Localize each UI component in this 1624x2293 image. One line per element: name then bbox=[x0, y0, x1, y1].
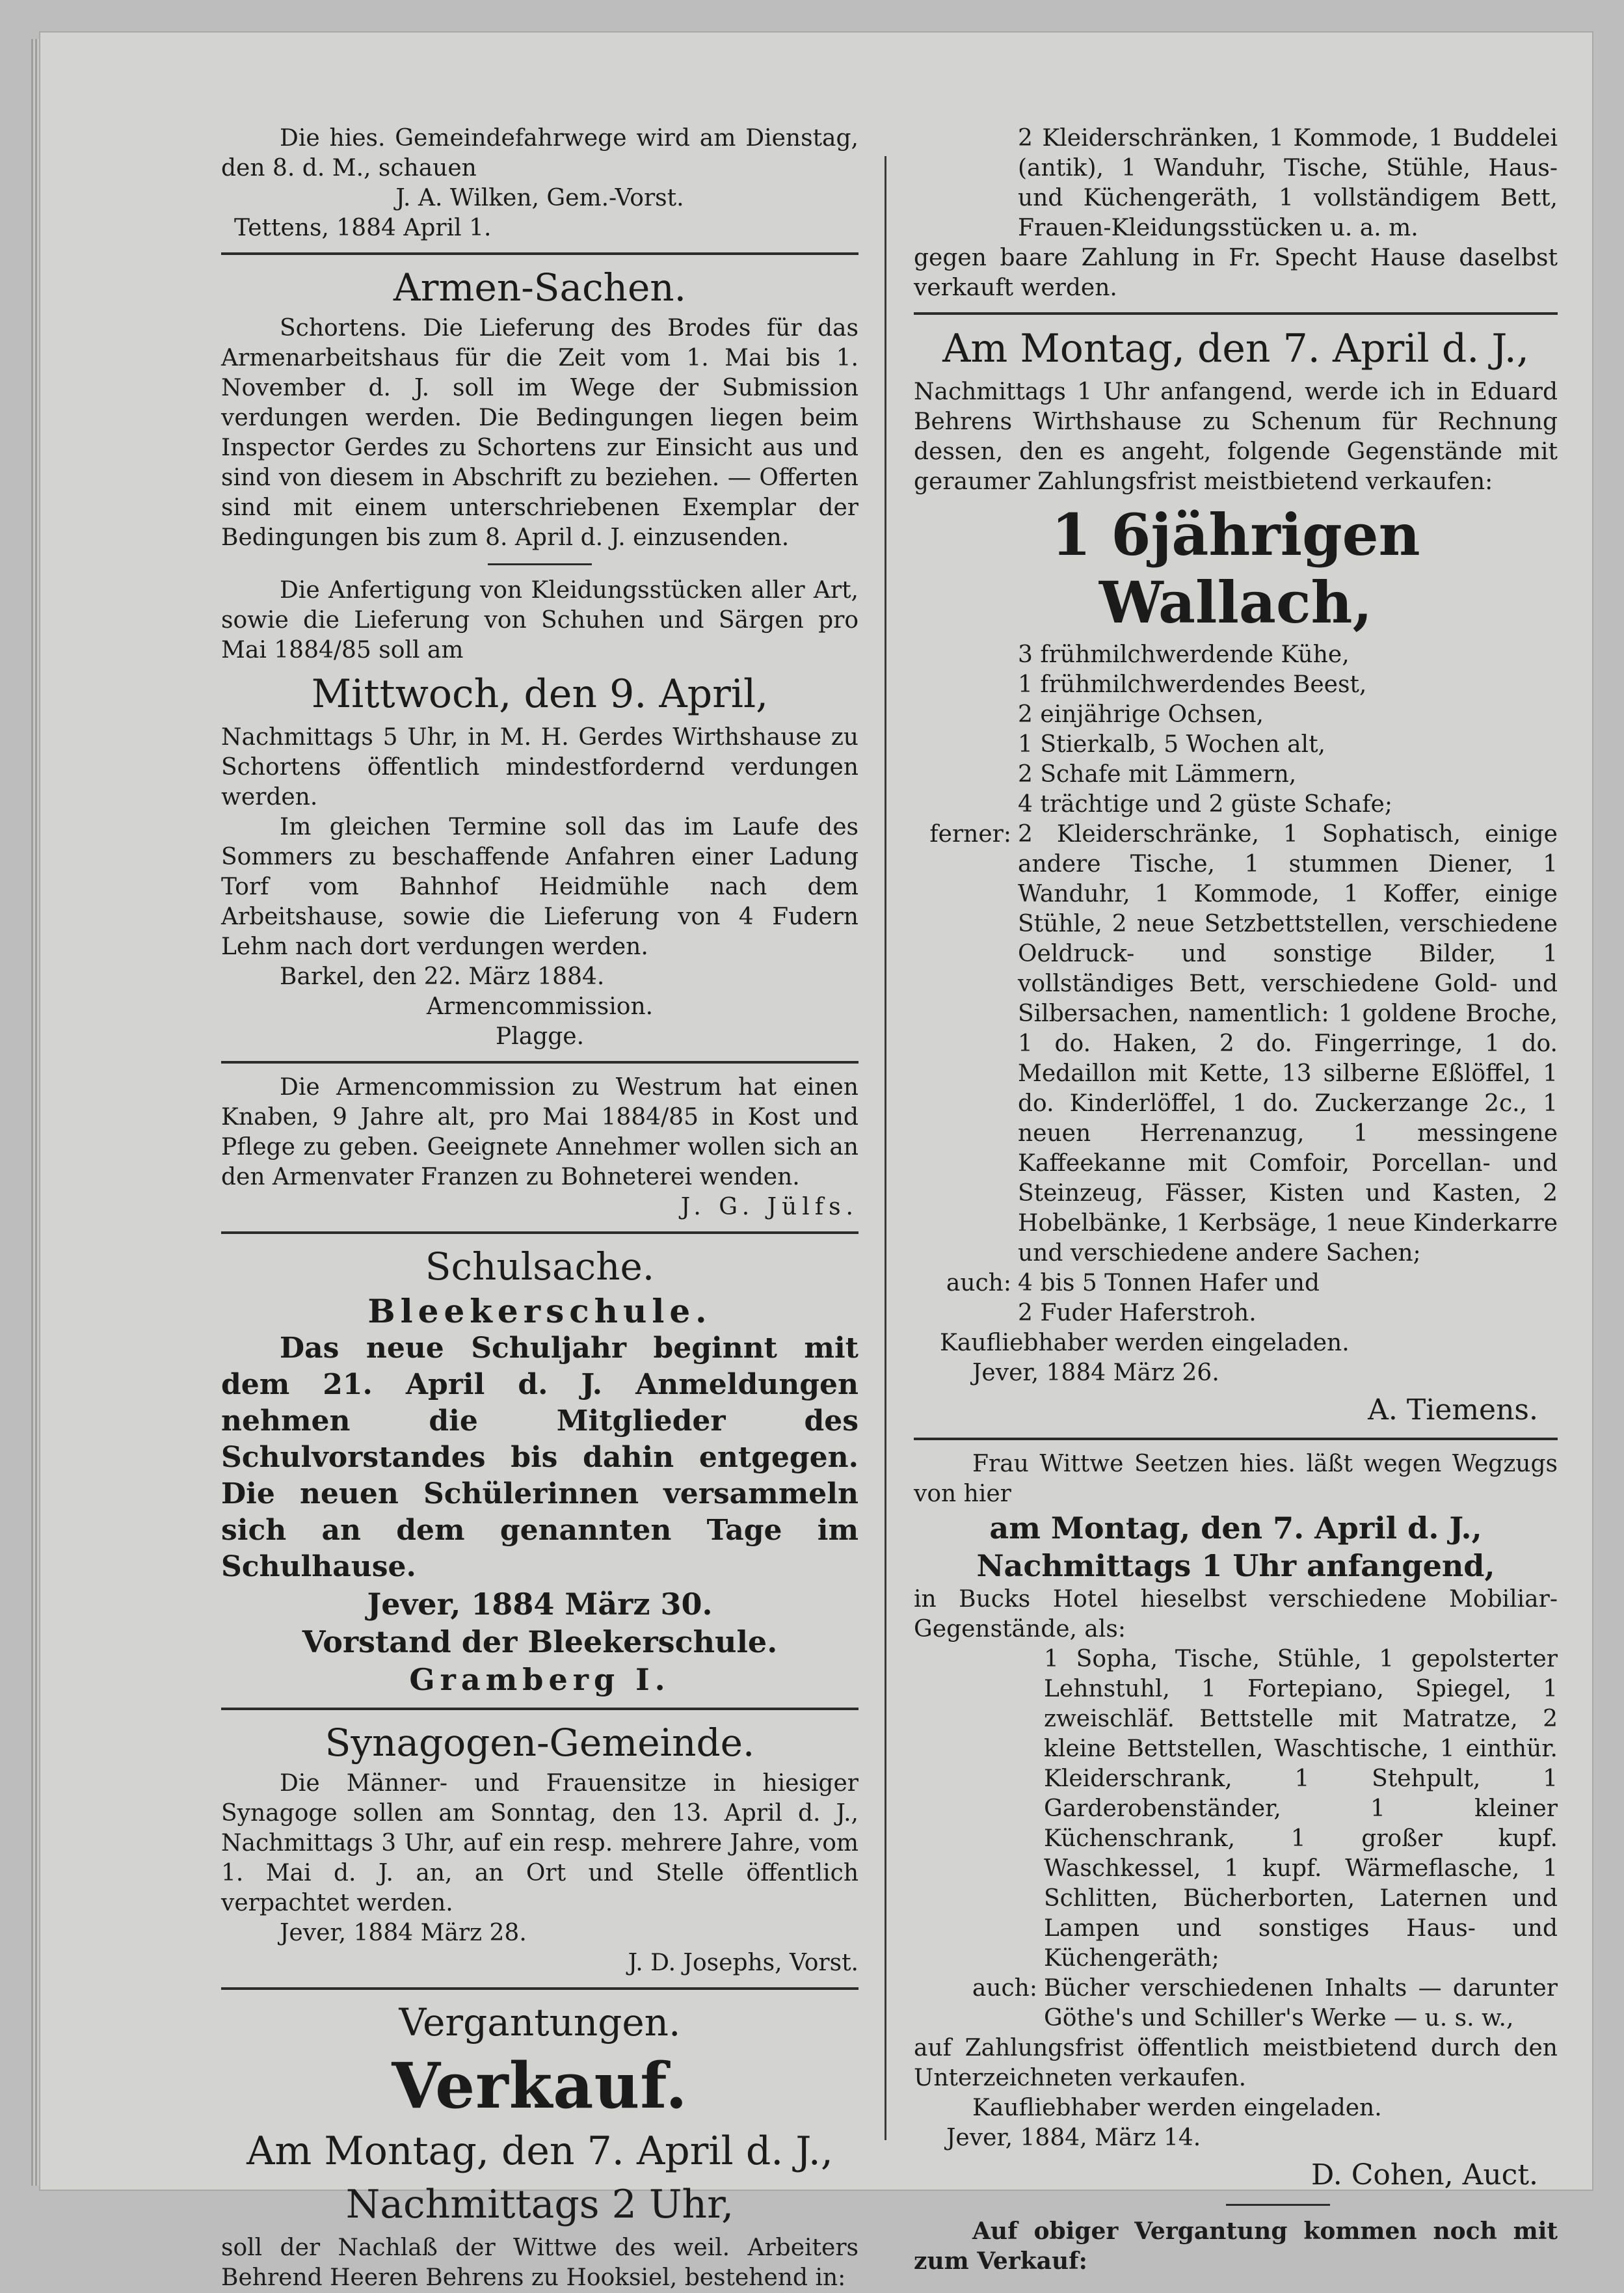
list-item: 4 trächtige und 2 güste Schafe; bbox=[1018, 791, 1392, 818]
auction-tiemens-text: Nachmittags 1 Uhr anfangend, werde ich in Eduard Behrens Wirthshause zu Schenum für Rechnung dessen, den es angeht, folgende Gegenstände mit geraumer Zahlungsfrist meistbietend verkaufen: bbox=[914, 379, 1558, 495]
road-inspection-place: Tettens, 1884 April 1. bbox=[234, 215, 492, 241]
auction-cohen-text1: Frau Wittwe Seetzen hies. läßt wegen Wegzugs von hier bbox=[914, 1451, 1558, 1507]
armen-date-heading: Mittwoch, den 9. April, bbox=[311, 671, 769, 717]
auction-cohen bbox=[914, 1449, 1558, 2276]
separator-rule bbox=[221, 252, 859, 255]
auction-cohen-date: am Montag, den 7. April d. J., bbox=[989, 1510, 1482, 1546]
synagoge-text: Die Männer- und Frauensitze in hiesiger Synagoge sollen am Sonntag, den 13. April d. J., Nachmittags 3 Uhr, auf ein resp. mehrere Jahre, vom 1. Mai d. J. an, an Ort und Stelle öffentlich verpachtet werden. bbox=[221, 1770, 859, 1916]
schule-place: Jever, 1884 März 30. bbox=[367, 1587, 713, 1622]
armen-heading: Armen-Sachen. bbox=[393, 265, 687, 310]
auch-text-1: 4 bis 5 Tonnen Hafer und bbox=[1018, 1270, 1320, 1296]
cohen-auch-text: Bücher verschiedenen Inhalts — darunter Göthe's und Schiller's Werke — u. s. w., bbox=[1044, 1975, 1558, 2032]
auction-cohen-items: 1 Sopha, Tische, Stühle, 1 gepolsterter Lehnstuhl, 1 Fortepiano, Spiegel, 1 zweischläf. Bettstelle mit Matratze, 2 kleine Bettstellen, Waschtische, 1 einthür. Kleiderschrank, 1 Stehpult, 1 Garderobenständer, 1 kleiner Küchenschrank, 1 großer kupf. Waschkessel, 1 kupf. Wärmeflasche, 1 Schlitten, Bücherborten, Laternen und Lampen und sonstiges Haus- und Küchengeräth; bbox=[1044, 1646, 1558, 1972]
synagoge-heading: Synagogen-Gemeinde. bbox=[325, 1721, 755, 1765]
armen-bread-text: Schortens. Die Lieferung des Brodes für das Armenarbeitshaus für die Zeit vom 1. Mai bis 1. November d. J. soll im Wege der Submission verdungen werden. Die Bedingungen liegen beim Inspector Gerdes zu Schortens zur Einsicht aus und sind von diesem in Abschrift zu beziehen. — Offerten sind mit einem unterschriebenen Exemplar der Bedingungen bis zum 8. April d. J. einzusenden. bbox=[221, 315, 859, 551]
armen-time-text: Nachmittags 5 Uhr, in M. H. Gerdes Wirthshause zu Schortens öffentlich mindestfordernd verdungen werden. bbox=[221, 724, 859, 811]
auction-cohen-signature: D. Cohen, Auct. bbox=[1311, 2158, 1538, 2192]
schule-heading: Schulsache. bbox=[425, 1244, 655, 1289]
continuation-items: 2 Kleiderschränken, 1 Kommode, 1 Buddelei (antik), 1 Wanduhr, Tische, Stühle, Haus- und Küchengeräth, 1 vollständigem Bett, Frauen-Kleidungsstücken u. a. m. bbox=[1018, 125, 1558, 241]
cohen-auch-block bbox=[914, 1974, 1558, 2033]
verkauf-title: Verkauf. bbox=[392, 2049, 688, 2123]
section-vergantungen bbox=[221, 1999, 859, 2293]
separator-rule bbox=[221, 1708, 859, 1710]
road-inspection-signature: J. A. Wilken, Gem.-Vorst. bbox=[395, 185, 684, 211]
continuation-notice bbox=[914, 124, 1558, 303]
auch-label: auch: bbox=[946, 1270, 1011, 1296]
auction-cohen-text2: in Bucks Hotel hieselbst verschiedene Mobiliar-Gegenstände, als: bbox=[914, 1586, 1558, 1643]
schule-subheading: Bleekerschule. bbox=[367, 1292, 712, 1330]
auction-cohen-time: Nachmittags 1 Uhr anfangend, bbox=[976, 1548, 1495, 1583]
separator-rule bbox=[914, 312, 1558, 315]
auction-cohen-invite: Kaufliebhaber werden eingeladen. bbox=[972, 2095, 1382, 2121]
auction-tiemens-place: Jever, 1884 März 26. bbox=[972, 1360, 1219, 1386]
separator-rule bbox=[914, 1438, 1558, 1440]
armen-place: Barkel, den 22. März 1884. bbox=[280, 963, 605, 990]
list-item: 1 Stierkalb, 5 Wochen alt, bbox=[1018, 731, 1325, 758]
auction-cohen-footer: Auf obiger Vergantung kommen noch mit zum Verkauf: bbox=[914, 2218, 1558, 2275]
schule-org: Vorstand der Bleekerschule. bbox=[302, 1624, 778, 1659]
separator-rule bbox=[221, 1231, 859, 1234]
vergantungen-heading: Vergantungen. bbox=[399, 2000, 681, 2045]
synagoge-signature: J. D. Josephs, Vorst. bbox=[628, 1950, 859, 1976]
armen-name: Plagge. bbox=[495, 1023, 585, 1050]
auch-text-2: 2 Fuder Haferstroh. bbox=[1018, 1300, 1257, 1326]
auction-tiemens-invite: Kaufliebhaber werden eingeladen. bbox=[940, 1330, 1350, 1356]
ferner-block bbox=[914, 820, 1558, 1328]
section-synagoge bbox=[221, 1719, 859, 1978]
list-item: 3 frühmilchwerdende Kühe, bbox=[1018, 641, 1350, 668]
road-inspection-text: Die hies. Gemeindefahrwege wird am Dienstag, den 8. d. M., schauen bbox=[221, 125, 859, 181]
ferner-label: ferner: bbox=[929, 821, 1011, 848]
section-armen bbox=[221, 264, 859, 1052]
column-divider bbox=[885, 156, 886, 2140]
armen-org: Armencommission. bbox=[426, 993, 654, 1020]
cohen-auch-label: auch: bbox=[972, 1975, 1037, 2002]
list-item: 1 frühmilchwerdendes Beest, bbox=[1018, 671, 1367, 698]
auction-tiemens bbox=[914, 324, 1558, 1428]
armen-clothing-text: Die Anfertigung von Kleidungsstücken aller Art, sowie die Lieferung von Schuhen und Särgen pro Mai 1884/85 soll am bbox=[221, 577, 859, 664]
verkauf-date: Am Montag, den 7. April d. J., bbox=[246, 2128, 833, 2174]
notice-road-inspection bbox=[221, 124, 859, 243]
list-item: 2 Schafe mit Lämmern, bbox=[1018, 761, 1297, 788]
short-separator bbox=[1226, 2204, 1330, 2206]
continuation-text: gegen baare Zahlung in Fr. Specht Hause daselbst verkauft werden. bbox=[914, 245, 1558, 301]
left-column bbox=[221, 124, 859, 2293]
auction-cohen-place: Jever, 1884, März 14. bbox=[946, 2125, 1201, 2151]
schule-name: Gramberg I. bbox=[409, 1662, 671, 1697]
animal-list bbox=[914, 640, 1558, 820]
notice-westrum bbox=[221, 1073, 859, 1222]
short-separator bbox=[488, 563, 592, 565]
right-column bbox=[914, 124, 1558, 2276]
auction-cohen-text3: auf Zahlungsfrist öffentlich meistbietend durch den Unterzeichneten verkaufen. bbox=[914, 2035, 1558, 2091]
list-item: 2 einjährige Ochsen, bbox=[1018, 701, 1264, 728]
auction-tiemens-signature: A. Tiemens. bbox=[1368, 1393, 1538, 1427]
verkauf-time: Nachmittags 2 Uhr, bbox=[345, 2182, 734, 2227]
auction-tiemens-heading: Am Montag, den 7. April d. J., bbox=[942, 326, 1529, 371]
synagoge-place: Jever, 1884 März 28. bbox=[280, 1920, 527, 1946]
westrum-text: Die Armencommission zu Westrum hat einen Knaben, 9 Jahre alt, pro Mai 1884/85 in Kost und Pflege zu geben. Geeignete Annehmer wollen sich an den Armenvater Franzen zu Bohneterei wenden. bbox=[221, 1074, 859, 1190]
westrum-signature: J. G. Jülfs. bbox=[680, 1194, 859, 1220]
schule-text: Das neue Schuljahr beginnt mit dem 21. April d. J. Anmeldungen nehmen die Mitglieder des Schulvorstandes bis dahin entgegen. Die neuen Schülerinnen versammeln sich an dem genannten Tage im Schulhause. bbox=[221, 1332, 859, 1583]
separator-rule bbox=[221, 1987, 859, 1990]
ferner-text: 2 Kleiderschränke, 1 Sophatisch, einige andere Tische, 1 stummen Diener, 1 Wanduhr, 1 Kommode, 1 Koffer, einige Stühle, 2 neue Setzbettstellen, verschiedene Oeldruck- und sonstige Bilder, 1 vollständiges Bett, verschiedene Gold- und Silbersachen, namentlich: 1 goldene Broche, 1 do. Haken, 2 do. Fingerringe, 1 do. Medaillon mit Kette, 13 silberne Eßlöffel, 1 do. Kinderlöffel, 1 do. Zuckerzange 2c., 1 neuen Herrenanzug, 1 messingene Kaffeekanne mit Comfoir, Porcellan- und Steinzeug, Fässer, Kisten und Kasten, 2 Hobelbänke, 1 Kerbsäge, 1 neue Kinderkarre und verschiedene andere Sachen; bbox=[1018, 821, 1558, 1267]
separator-rule bbox=[221, 1061, 859, 1064]
verkauf-text: soll der Nachlaß der Wittwe des weil. Arbeiters Behrend Heeren Behrens zu Hooksiel, bestehend in: bbox=[221, 2234, 859, 2291]
section-schule bbox=[221, 1243, 859, 1698]
armen-peat-text: Im gleichen Termine soll das im Laufe des Sommers zu beschaffende Anfahren einer Ladung Torf vom Bahnhof Heidmühle nach dem Arbeitshause, sowie die Lieferung von 4 Fudern Lehm nach dort verdungen werden. bbox=[221, 814, 859, 960]
auction-tiemens-big: 1 6jährigen Wallach, bbox=[1051, 501, 1420, 636]
